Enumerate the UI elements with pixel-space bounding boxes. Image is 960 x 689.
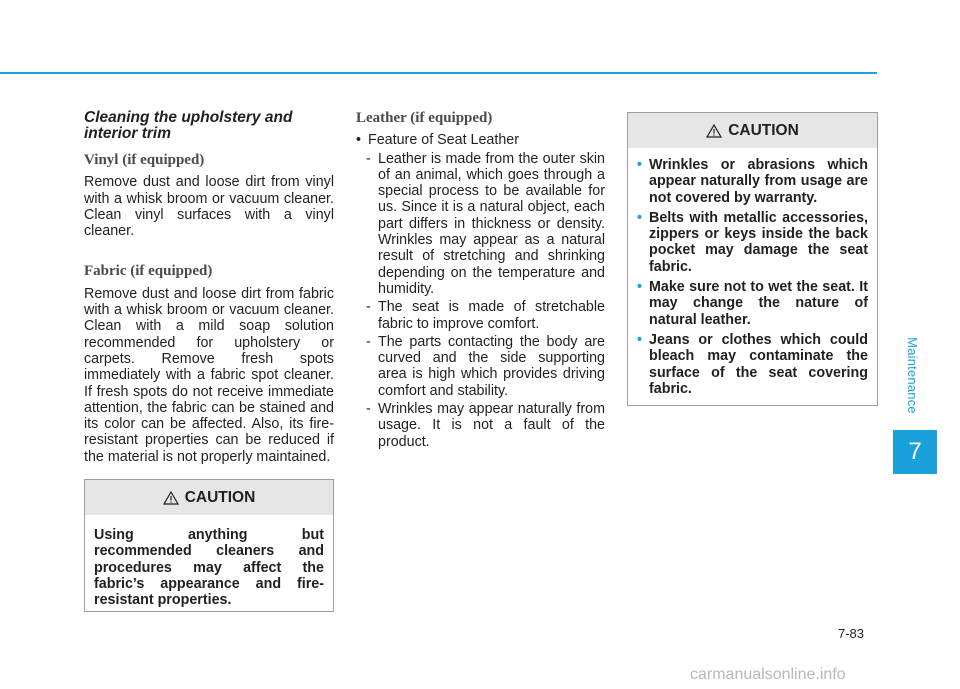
leather-item: - Wrinkles may appear naturally from usage. It is not a fault of the product. bbox=[366, 401, 605, 450]
bullet-dot-icon: • bbox=[637, 279, 643, 296]
watermark: carmanualsonline.info bbox=[690, 666, 846, 683]
header-rule bbox=[0, 72, 877, 74]
caution-box-leather bbox=[627, 112, 878, 406]
leather-item: - The seat is made of stretchable fabric to improve comfort. bbox=[366, 299, 605, 332]
chapter-number-box bbox=[893, 430, 937, 474]
caution-item-text: Jeans or clothes which could bleach may contaminate the surface of the seat covering fabric. bbox=[649, 331, 868, 397]
fabric-text: Remove dust and loose dirt from fabric with a whisk broom or vacuum cleaner. Clean with a mild soap solution recommended for upholstery or carpets. Remove fresh spots immediately with a fabric spot cleaner. If fresh spots do not receive immediate attention, the fabric can be stained and its color can be affected. Also, its fire-resistant properties can be reduced if the material is not properly maintained. bbox=[84, 285, 334, 465]
caution-item bbox=[637, 157, 868, 206]
leather-bullet bbox=[356, 132, 605, 148]
page-number: 7-83 bbox=[838, 626, 865, 641]
caution-item-text: Wrinkles or abrasions which appear naturally from usage are not covered by warranty. bbox=[649, 157, 868, 206]
leather-item-text: The seat is made of stretchable fabric to improve comfort. bbox=[378, 299, 605, 332]
chapter-side-tab bbox=[897, 330, 927, 420]
vinyl-text: Remove dust and loose dirt from vinyl with a whisk broom or vacuum cleaner. Clean vinyl surfaces with a vinyl cleaner. bbox=[84, 174, 334, 240]
leather-item: - Leather is made from the outer skin of an animal, which goes through a special process to be available for us. Since it is a natural object, each part differs in thickness or density. Wrinkles may appear as a natural result of stretching and shrinking depending on the temperature and humidity. bbox=[366, 150, 605, 297]
leather-item-text: The parts contacting the body are curved and the side supporting area is high which provides driving comfort and stability. bbox=[378, 333, 605, 399]
caution-item bbox=[637, 210, 868, 275]
caution-item-text: Make sure not to wet the seat. It may change the nature of natural leather. bbox=[649, 279, 868, 328]
caution-header bbox=[628, 113, 877, 148]
leather-bullet-text: Feature of Seat Leather bbox=[368, 132, 520, 149]
caution-title: CAUTION bbox=[728, 121, 799, 139]
chapter-label: Maintenance bbox=[904, 336, 920, 414]
caution-box-fabric bbox=[84, 479, 334, 612]
bullet-dot-icon: • bbox=[637, 209, 643, 226]
leather-item: - The parts contacting the body are curved and the side supporting area is high which provides driving comfort and stability. bbox=[366, 333, 605, 399]
middle-column bbox=[356, 110, 605, 450]
chapter-number: 7 bbox=[908, 438, 922, 465]
warning-icon bbox=[163, 491, 179, 505]
caution-header bbox=[85, 480, 333, 515]
leather-item-text: Wrinkles may appear naturally from usage. It is not a fault of the product. bbox=[378, 401, 605, 450]
section-title: Cleaning the upholstery and interior trim bbox=[84, 109, 293, 142]
caution-item bbox=[637, 332, 868, 397]
bullet-dot-icon: • bbox=[637, 157, 643, 173]
warning-icon bbox=[706, 124, 722, 138]
left-column bbox=[84, 110, 334, 465]
caution-text: Using anything but recommended cleaners and procedures may affect the fabric’s appearance and fire-resistant properties. bbox=[94, 527, 324, 609]
leather-item-text: Leather is made from the outer skin of an animal, which goes through a special process to be available for us. Since it is a natural object, each part differs in thickness or density. Wrinkles may appear as a natural result of stretching and shrinking depending on the temperature and humidity. bbox=[378, 150, 605, 297]
vinyl-heading: Vinyl (if equipped) bbox=[84, 152, 205, 168]
caution-title: CAUTION bbox=[184, 488, 256, 506]
bullet-dot-icon: • bbox=[356, 132, 362, 149]
leather-heading: Leather (if equipped) bbox=[356, 110, 493, 126]
caution-item-text: Belts with metallic accessories, zippers or keys inside the back pocket may damage the seat fabric. bbox=[649, 209, 868, 275]
bullet-dot-icon: • bbox=[637, 331, 643, 348]
fabric-heading: Fabric (if equipped) bbox=[84, 263, 213, 280]
caution-item bbox=[637, 279, 868, 328]
